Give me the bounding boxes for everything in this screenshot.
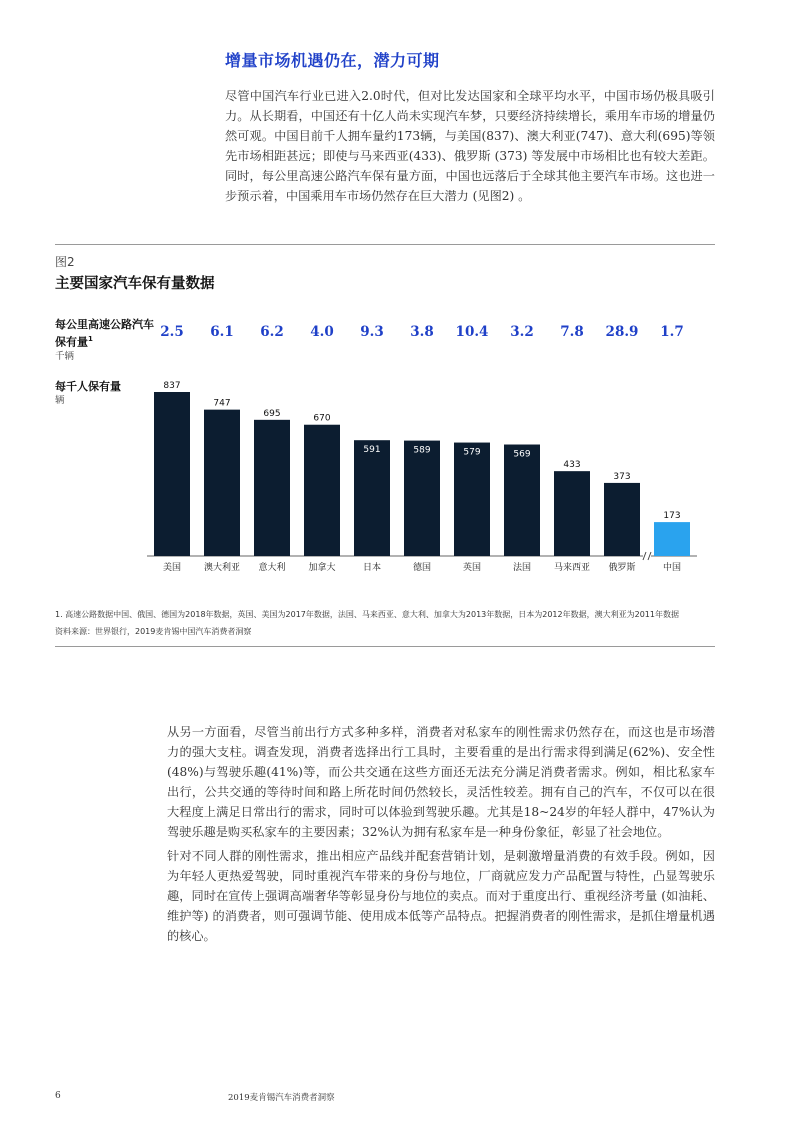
category-label: 中国 <box>662 563 682 573</box>
bar-value-label: 373 <box>613 471 631 482</box>
bar <box>154 392 190 556</box>
highway-value: 3.2 <box>510 324 534 340</box>
highway-values-row <box>0 324 800 344</box>
bar-value-label: 433 <box>563 460 581 471</box>
bar <box>354 440 390 556</box>
bar-value-label: 837 <box>163 381 181 391</box>
paragraph-2: 从另一方面看，尽管当前出行方式多种多样，消费者对私家车的刚性需求仍然存在，而这也是市场潜力的强大支柱。调查发现，消费者选择出行工具时，主要看重的是出行需求得到满足(62%)、安全性(48%)与驾驶乐趣(41%)等，而公共交通在这些方面还无法充分满足消费者需求。例如，相比私家车出行，公共交通的等待时间和路上所花时间仍然较长，灵活性较差。拥有自己的汽车，不仅可以在很大程度上满足日常出行的需求，同时可以体验到驾驶乐趣。尤其是18~24岁的年轻人群中，47%认为驾驶乐趣是购买私家车的主要因素；32%认为拥有私家车是一种身份象征，彰显了社会地位。 <box>167 725 715 839</box>
category-label: 日本 <box>362 563 382 573</box>
figure-source: 资料来源：世界银行，2019麦肯锡中国汽车消费者洞察 <box>55 627 252 636</box>
publication-name: 2019麦肯锡汽车消费者洞察 <box>228 1093 335 1103</box>
figure-footnote: 1. 高速公路数据中国、俄国、德国为2018年数据，英国、美国为2017年数据，法国、马来西亚、意大利、加拿大为2013年数据，日本为2012年数据，澳大利亚为2011年数据 <box>55 610 679 619</box>
per-thousand-unit: 辆 <box>55 395 65 406</box>
category-label: 英国 <box>462 563 482 573</box>
bar <box>504 445 540 556</box>
figure-label: 图2 <box>55 255 75 269</box>
category-label: 马来西亚 <box>553 563 591 573</box>
bar-value-label: 589 <box>413 445 431 456</box>
highway-value: 3.8 <box>410 324 434 340</box>
category-label: 俄罗斯 <box>608 563 636 573</box>
bar <box>454 443 490 556</box>
bar-value-label: 695 <box>263 408 281 419</box>
axis-break-mark <box>643 550 651 562</box>
bar-value-label: 747 <box>213 398 231 409</box>
category-label: 美国 <box>162 563 182 573</box>
paragraph-3: 针对不同人群的刚性需求，推出相应产品线并配套营销计划，是刺激增量消费的有效手段。例如，因为年轻人更热爱驾驶，同时重视汽车带来的身份与地位，厂商就应发力产品配置与特性，凸显驾驶乐趣，同时在宣传上强调高端奢华等彰显身份与地位的卖点。而对于重度出行、重视经济考量 (如油耗、维护等) 的消费者，则可强调节能、使用成本低等产品特点。把握消费者的刚性需求，是抓住增量机遇的核心。 <box>167 849 715 943</box>
page-number: 6 <box>55 1091 61 1101</box>
highway-value: 1.7 <box>660 324 684 340</box>
bar <box>554 471 590 556</box>
intro-paragraph: 尽管中国汽车行业已进入2.0时代，但对比发达国家和全球平均水平，中国市场仍极具吸引力。从长期看，中国还有十亿人尚未实现汽车梦，只要经济持续增长，乘用车市场的增量仍然可观。中国目前千人拥车量约173辆，与美国(837)、澳大利亚(747)、意大利(695)等领先市场相距甚远；即使与马来西亚(433)、俄罗斯 (373) 等发展中市场相比也有较大差距。同时，每公里高速公路汽车保有量方面，中国也远落后于全球其他主要汽车市场。这也进一步预示着，中国乘用车市场仍然存在巨大潜力 (见图2) 。 <box>225 89 715 203</box>
category-label: 法国 <box>512 563 532 573</box>
bar <box>654 522 690 556</box>
highway-value: 7.8 <box>560 324 584 340</box>
vehicle-ownership-bar-chart <box>0 370 800 580</box>
bar-value-label: 173 <box>663 511 681 522</box>
highway-value: 4.0 <box>310 324 334 340</box>
bar-value-label: 569 <box>513 449 531 460</box>
category-label: 意大利 <box>258 563 286 573</box>
figure-bottom-rule <box>55 646 715 647</box>
bar-value-label: 579 <box>463 447 481 458</box>
bar <box>604 483 640 556</box>
highway-label-text: 每公里高速公路汽车保有量 <box>55 318 154 349</box>
highway-value: 2.5 <box>160 324 184 340</box>
highway-value: 9.3 <box>360 324 384 340</box>
category-label: 澳大利亚 <box>203 563 241 573</box>
bar-value-label: 591 <box>363 445 381 456</box>
highway-value: 10.4 <box>455 324 489 340</box>
category-label: 德国 <box>412 563 432 573</box>
section-title: 增量市场机遇仍在，潜力可期 <box>225 51 440 70</box>
bar <box>254 420 290 556</box>
figure-title: 主要国家汽车保有量数据 <box>55 276 215 292</box>
bar-value-label: 670 <box>313 413 331 424</box>
bar <box>404 441 440 556</box>
highway-unit: 千辆 <box>55 350 75 362</box>
highway-value: 6.1 <box>210 324 234 340</box>
category-label: 加拿大 <box>308 563 336 573</box>
figure-top-rule <box>55 244 715 245</box>
per-thousand-label-text: 每千人保有量 <box>55 380 121 393</box>
bar <box>304 425 340 556</box>
highway-label-superscript: 1 <box>88 335 93 343</box>
bar <box>204 410 240 556</box>
highway-value: 28.9 <box>605 324 639 340</box>
highway-value: 6.2 <box>260 324 284 340</box>
